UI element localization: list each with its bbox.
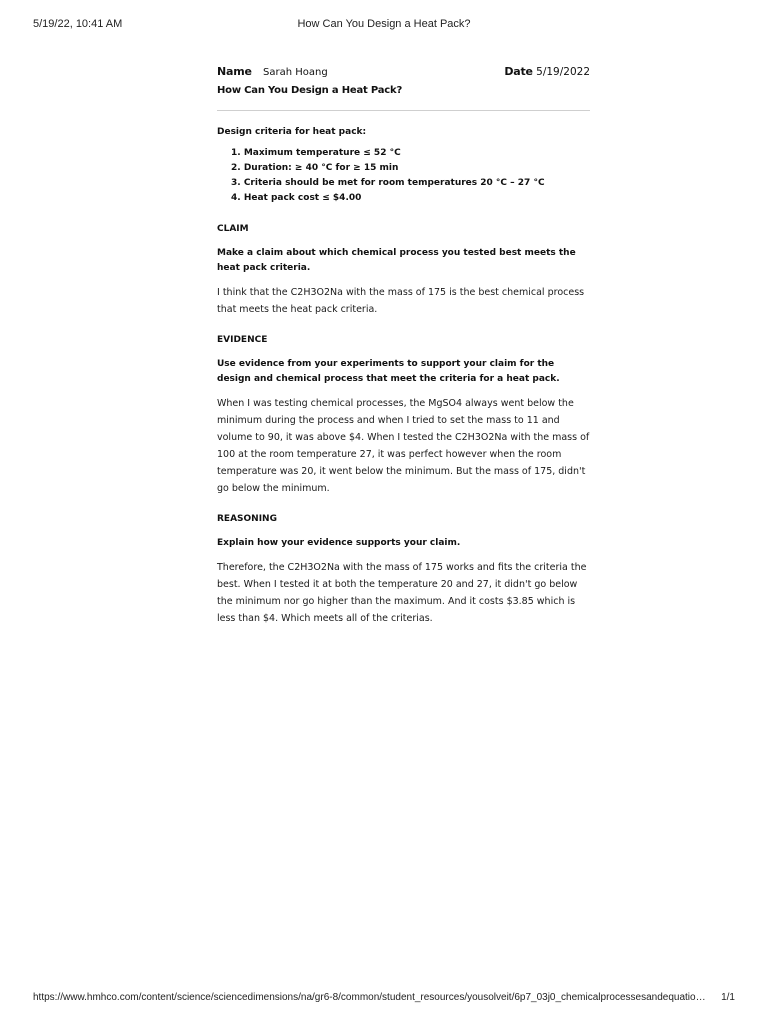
worksheet [217, 64, 590, 627]
name-date-row [217, 64, 590, 82]
criteria-item: 1. Maximum temperature ≤ 52 °C [231, 148, 401, 158]
evidence-answer: When I was testing chemical processes, the MgSO4 always went below the minimum during the process and when I tried to set the mass to 11 and volume to 90, it was above $4. When I tested the C2H3O2Na with the mass of 100 at the room temperature 27, it was perfect however when the room temperature was 20, it went below the minimum. But the mass of 175, didn't go below the minimum. [217, 398, 590, 494]
print-timestamp: 5/19/22, 10:41 AM [33, 18, 123, 30]
print-page-title: How Can You Design a Heat Pack? [297, 18, 471, 30]
worksheet-title: How Can You Design a Heat Pack? [217, 85, 403, 96]
print-footer [33, 992, 735, 1006]
divider [217, 110, 590, 111]
reasoning-answer: Therefore, the C2H3O2Na with the mass of 175 works and fits the criteria the best. When I tested it at both the temperature 20 and 27, it didn't go below the minimum nor go higher than the maximum. And it costs $3.85 which is less than $4. Which meets all of the criterias. [217, 562, 587, 624]
date-label: Date [504, 65, 533, 78]
criteria-item: 3. Criteria should be met for room temperatures 20 °C – 27 °C [231, 178, 545, 188]
reasoning-prompt: Explain how your evidence supports your claim. [217, 538, 461, 548]
evidence-heading: EVIDENCE [217, 335, 268, 345]
claim-heading: CLAIM [217, 224, 249, 234]
reasoning-heading: REASONING [217, 514, 277, 524]
criteria-item: 2. Duration: ≥ 40 °C for ≥ 15 min [231, 163, 399, 173]
date-value: 5/19/2022 [536, 66, 590, 78]
date-field [504, 65, 590, 78]
student-name: Sarah Hoang [263, 67, 328, 78]
evidence-prompt: Use evidence from your experiments to support your claim for the design and chemical process that meet the criteria for a heat pack. [217, 359, 560, 384]
name-label: Name [217, 65, 252, 78]
criteria-item: 4. Heat pack cost ≤ $4.00 [231, 193, 362, 203]
claim-answer: I think that the C2H3O2Na with the mass of 175 is the best chemical process that meets the heat pack criteria. [217, 287, 585, 315]
page-number: 1/1 [721, 992, 735, 1003]
criteria-list [217, 146, 590, 206]
criteria-heading: Design criteria for heat pack: [217, 127, 367, 137]
source-url: https://www.hmhco.com/content/science/sciencedimensions/na/gr6-8/common/student_resources/yousolveit/6p7_03j0_chemicalprocessesandequatio… [33, 992, 706, 1003]
claim-prompt: Make a claim about which chemical process you tested best meets the heat pack criteria. [217, 248, 576, 273]
print-header [33, 18, 735, 32]
